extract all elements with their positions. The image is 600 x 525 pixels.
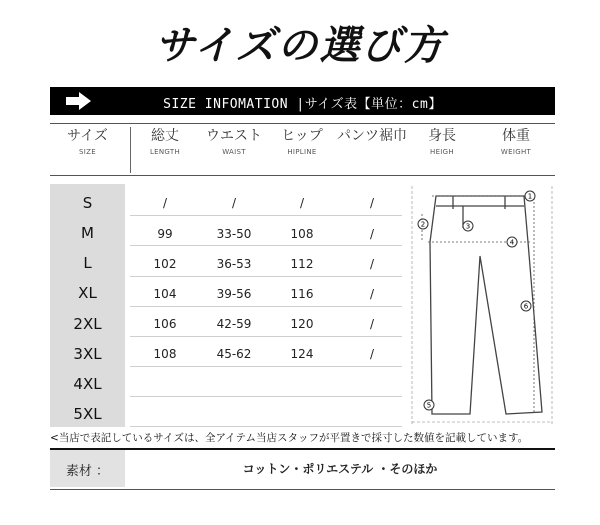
- material-bottom-line: [50, 489, 555, 490]
- cell-length: 102: [153, 257, 177, 271]
- size-column: [50, 184, 125, 427]
- diagram-markers: [418, 191, 535, 410]
- cell-waist: 45-62: [216, 347, 252, 361]
- col-header-sub: SIZE: [79, 148, 96, 156]
- marker-label: 6: [523, 302, 529, 311]
- measurement-note: <当店で表記しているサイズは、全アイテム当店スタッフが平置きで採寸した数値を記載しています。: [50, 432, 529, 444]
- row-divider: [130, 396, 402, 397]
- header-bottom-line: [50, 175, 555, 176]
- col-header-main: サイズ: [67, 128, 108, 144]
- cell-length: 108: [153, 347, 177, 361]
- col-header-hip: [272, 127, 332, 159]
- col-header-sub: HEIGH: [430, 148, 454, 156]
- size-label: 3XL: [73, 345, 102, 363]
- marker-label: 1: [527, 192, 533, 201]
- cell-waist: 42-59: [216, 317, 252, 331]
- cell-hip: 124: [290, 347, 314, 361]
- row-divider: [130, 366, 402, 367]
- cell-waist: 33-50: [216, 227, 252, 241]
- col-header-weight: [486, 127, 546, 159]
- col-header-size: [50, 127, 125, 159]
- size-info-bar: [50, 87, 555, 115]
- page-title: サイズの選び方: [154, 22, 446, 69]
- material-label-box: [50, 450, 125, 487]
- marker-label: 3: [465, 222, 471, 231]
- size-label: M: [81, 224, 94, 242]
- size-label: S: [82, 194, 93, 212]
- size-label: 5XL: [73, 405, 102, 423]
- header-top-line: [50, 123, 555, 124]
- cell-waist: 39-56: [216, 287, 252, 301]
- cell-waist: /: [231, 196, 237, 210]
- row-divider: [130, 336, 402, 337]
- cell-hem: /: [369, 196, 375, 210]
- cell-length: /: [162, 196, 168, 210]
- measure-lines: [422, 196, 534, 412]
- size-label: 2XL: [73, 315, 102, 333]
- pants-diagram: [408, 184, 556, 427]
- col-header-main: 体重: [502, 128, 530, 144]
- cell-hip: /: [299, 196, 305, 210]
- marker-label: 5: [426, 401, 432, 410]
- row-divider: [130, 426, 402, 427]
- cell-length: 106: [153, 317, 177, 331]
- cell-hip: 108: [290, 227, 314, 241]
- cell-hem: /: [369, 257, 375, 271]
- cell-hip: 116: [290, 287, 314, 301]
- col-header-height: [414, 127, 470, 159]
- col-header-main: ヒップ: [281, 128, 323, 144]
- col-header-waist: [202, 127, 266, 159]
- size-label: L: [83, 254, 92, 272]
- size-label: 4XL: [73, 375, 102, 393]
- cell-hem: /: [369, 347, 375, 361]
- col-header-main: 総丈: [151, 128, 179, 144]
- size-label: XL: [78, 284, 97, 302]
- col-header-main: ウエスト: [206, 128, 262, 144]
- cell-hip: 120: [290, 317, 314, 331]
- cell-hem: /: [369, 317, 375, 331]
- cell-waist: 36-53: [216, 257, 252, 271]
- cell-hem: /: [369, 227, 375, 241]
- material-top-line: [50, 448, 555, 450]
- cell-hip: 112: [290, 257, 314, 271]
- cell-length: 104: [153, 287, 177, 301]
- col-header-sub: LENGTH: [149, 148, 181, 156]
- col-header-sub: WEIGHT: [500, 148, 532, 156]
- marker-label: 4: [509, 238, 515, 247]
- row-divider: [130, 245, 402, 246]
- row-divider: [130, 306, 402, 307]
- row-divider: [130, 215, 402, 216]
- row-divider: [130, 276, 402, 277]
- col-header-sub: WAIST: [222, 148, 246, 156]
- header-separator: [130, 127, 131, 173]
- marker-label: 2: [420, 220, 426, 229]
- cell-length: 99: [157, 227, 173, 241]
- col-header-main: パンツ裾巾: [337, 128, 407, 144]
- col-header-sub: HIPLINE: [287, 148, 317, 156]
- col-header-length: [135, 127, 195, 159]
- col-header-main: 身長: [428, 128, 456, 144]
- size-info-text: SIZE INFOMATION |サイズ表【単位：cm】: [163, 97, 442, 112]
- col-header-hem: [335, 127, 409, 145]
- cell-hem: /: [369, 287, 375, 301]
- material-label: 素材 ：: [65, 464, 110, 479]
- material-value: コットン・ポリエステル ・そのほか: [242, 462, 438, 476]
